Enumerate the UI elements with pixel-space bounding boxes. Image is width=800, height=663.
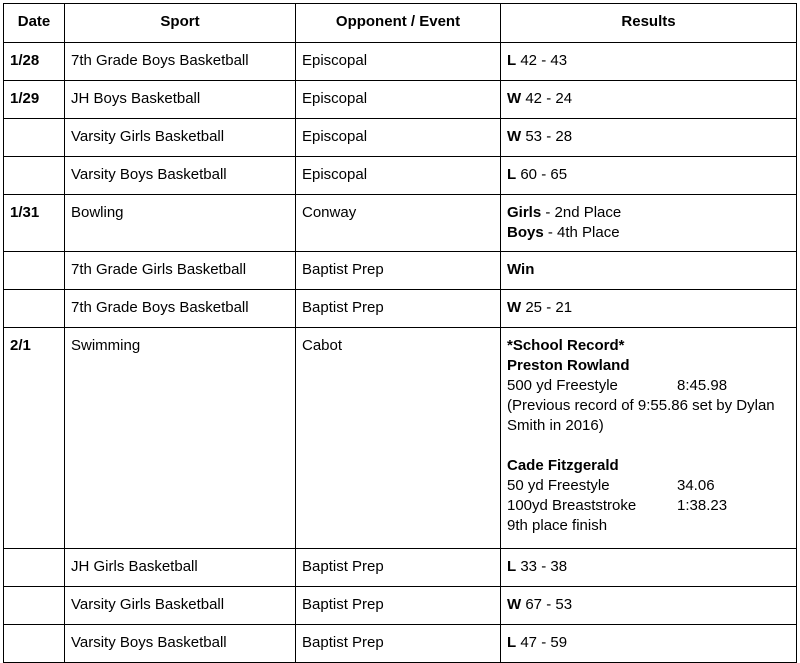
table-row (4, 43, 797, 81)
boys-result: - 4th Place (543, 224, 620, 241)
result-mark: W (507, 128, 522, 145)
table-row (4, 119, 797, 157)
result-cell (501, 43, 797, 81)
result-score: 33 - 38 (520, 558, 568, 575)
athlete-name: Preston Rowland (507, 357, 630, 374)
date-cell (4, 587, 65, 625)
result-mark: W (507, 90, 522, 107)
date-cell (4, 290, 65, 328)
opponent-cell: Episcopal (296, 43, 501, 81)
event-name: 100yd Breaststroke (507, 497, 637, 514)
previous-record-note: (Previous record of 9:55.86 set by Dylan Smith in 2016) (507, 397, 775, 434)
date-cell (4, 252, 65, 290)
date-cell (4, 119, 65, 157)
girls-label: Girls (507, 204, 542, 221)
result-cell (501, 157, 797, 195)
result-mark: L (507, 52, 517, 69)
result-mark: Win (507, 261, 535, 278)
table-row (4, 195, 797, 252)
sport-cell: JH Girls Basketball (65, 549, 296, 587)
date-cell (4, 549, 65, 587)
result-score: 60 - 65 (520, 166, 568, 183)
table-row (4, 328, 797, 549)
result-cell (501, 587, 797, 625)
event-time: 34.06 (677, 477, 715, 494)
event-time: 8:45.98 (677, 377, 728, 394)
header-date: Date (4, 4, 65, 43)
date-cell (4, 625, 65, 663)
event-time: 1:38.23 (677, 497, 728, 514)
results-table (3, 3, 797, 663)
event-line (507, 496, 790, 516)
table-row (4, 157, 797, 195)
result-mark: W (507, 299, 522, 316)
result-cell (501, 290, 797, 328)
event-name: 500 yd Freestyle (507, 377, 618, 394)
result-score: 42 - 43 (520, 52, 568, 69)
result-cell (501, 119, 797, 157)
opponent-cell: Episcopal (296, 119, 501, 157)
girls-result: - 2nd Place (541, 204, 622, 221)
opponent-cell: Cabot (296, 328, 501, 549)
result-score: 53 - 28 (525, 128, 573, 145)
event-name: 50 yd Freestyle (507, 477, 610, 494)
result-cell (501, 81, 797, 119)
result-score: 25 - 21 (525, 299, 573, 316)
date-cell: 2/1 (4, 328, 65, 549)
result-cell (501, 549, 797, 587)
table-row (4, 290, 797, 328)
event-line (507, 476, 790, 496)
sport-cell: Varsity Boys Basketball (65, 157, 296, 195)
result-cell (501, 328, 797, 549)
sport-cell: Varsity Boys Basketball (65, 625, 296, 663)
opponent-cell: Conway (296, 195, 501, 252)
sport-cell: JH Boys Basketball (65, 81, 296, 119)
sport-cell: Bowling (65, 195, 296, 252)
sport-cell: 7th Grade Boys Basketball (65, 290, 296, 328)
record-title: *School Record* (507, 337, 625, 354)
opponent-cell: Baptist Prep (296, 252, 501, 290)
sport-cell: Swimming (65, 328, 296, 549)
result-cell (501, 195, 797, 252)
header-sport: Sport (65, 4, 296, 43)
result-mark: W (507, 596, 522, 613)
athlete-name: Cade Fitzgerald (507, 457, 619, 474)
date-cell: 1/29 (4, 81, 65, 119)
result-score: 67 - 53 (525, 596, 573, 613)
opponent-cell: Baptist Prep (296, 625, 501, 663)
opponent-cell: Episcopal (296, 157, 501, 195)
opponent-cell: Episcopal (296, 81, 501, 119)
sport-cell: Varsity Girls Basketball (65, 587, 296, 625)
boys-result-line (507, 223, 790, 243)
opponent-cell: Baptist Prep (296, 290, 501, 328)
result-score: 42 - 24 (525, 90, 573, 107)
result-mark: L (507, 634, 517, 651)
result-score: 47 - 59 (520, 634, 568, 651)
date-cell: 1/28 (4, 43, 65, 81)
table-row (4, 81, 797, 119)
date-cell (4, 157, 65, 195)
opponent-cell: Baptist Prep (296, 549, 501, 587)
header-opponent: Opponent / Event (296, 4, 501, 43)
finish-note: 9th place finish (507, 517, 608, 534)
boys-label: Boys (507, 224, 544, 241)
sport-cell: 7th Grade Girls Basketball (65, 252, 296, 290)
header-row (4, 4, 797, 43)
result-cell (501, 252, 797, 290)
table-row (4, 549, 797, 587)
table-row (4, 252, 797, 290)
girls-result-line (507, 203, 790, 223)
opponent-cell: Baptist Prep (296, 587, 501, 625)
event-line (507, 376, 790, 396)
result-cell (501, 625, 797, 663)
spacer (507, 436, 790, 456)
result-mark: L (507, 166, 517, 183)
sport-cell: Varsity Girls Basketball (65, 119, 296, 157)
header-results: Results (501, 4, 797, 43)
result-mark: L (507, 558, 517, 575)
date-cell: 1/31 (4, 195, 65, 252)
table-row (4, 625, 797, 663)
sport-cell: 7th Grade Boys Basketball (65, 43, 296, 81)
table-row (4, 587, 797, 625)
